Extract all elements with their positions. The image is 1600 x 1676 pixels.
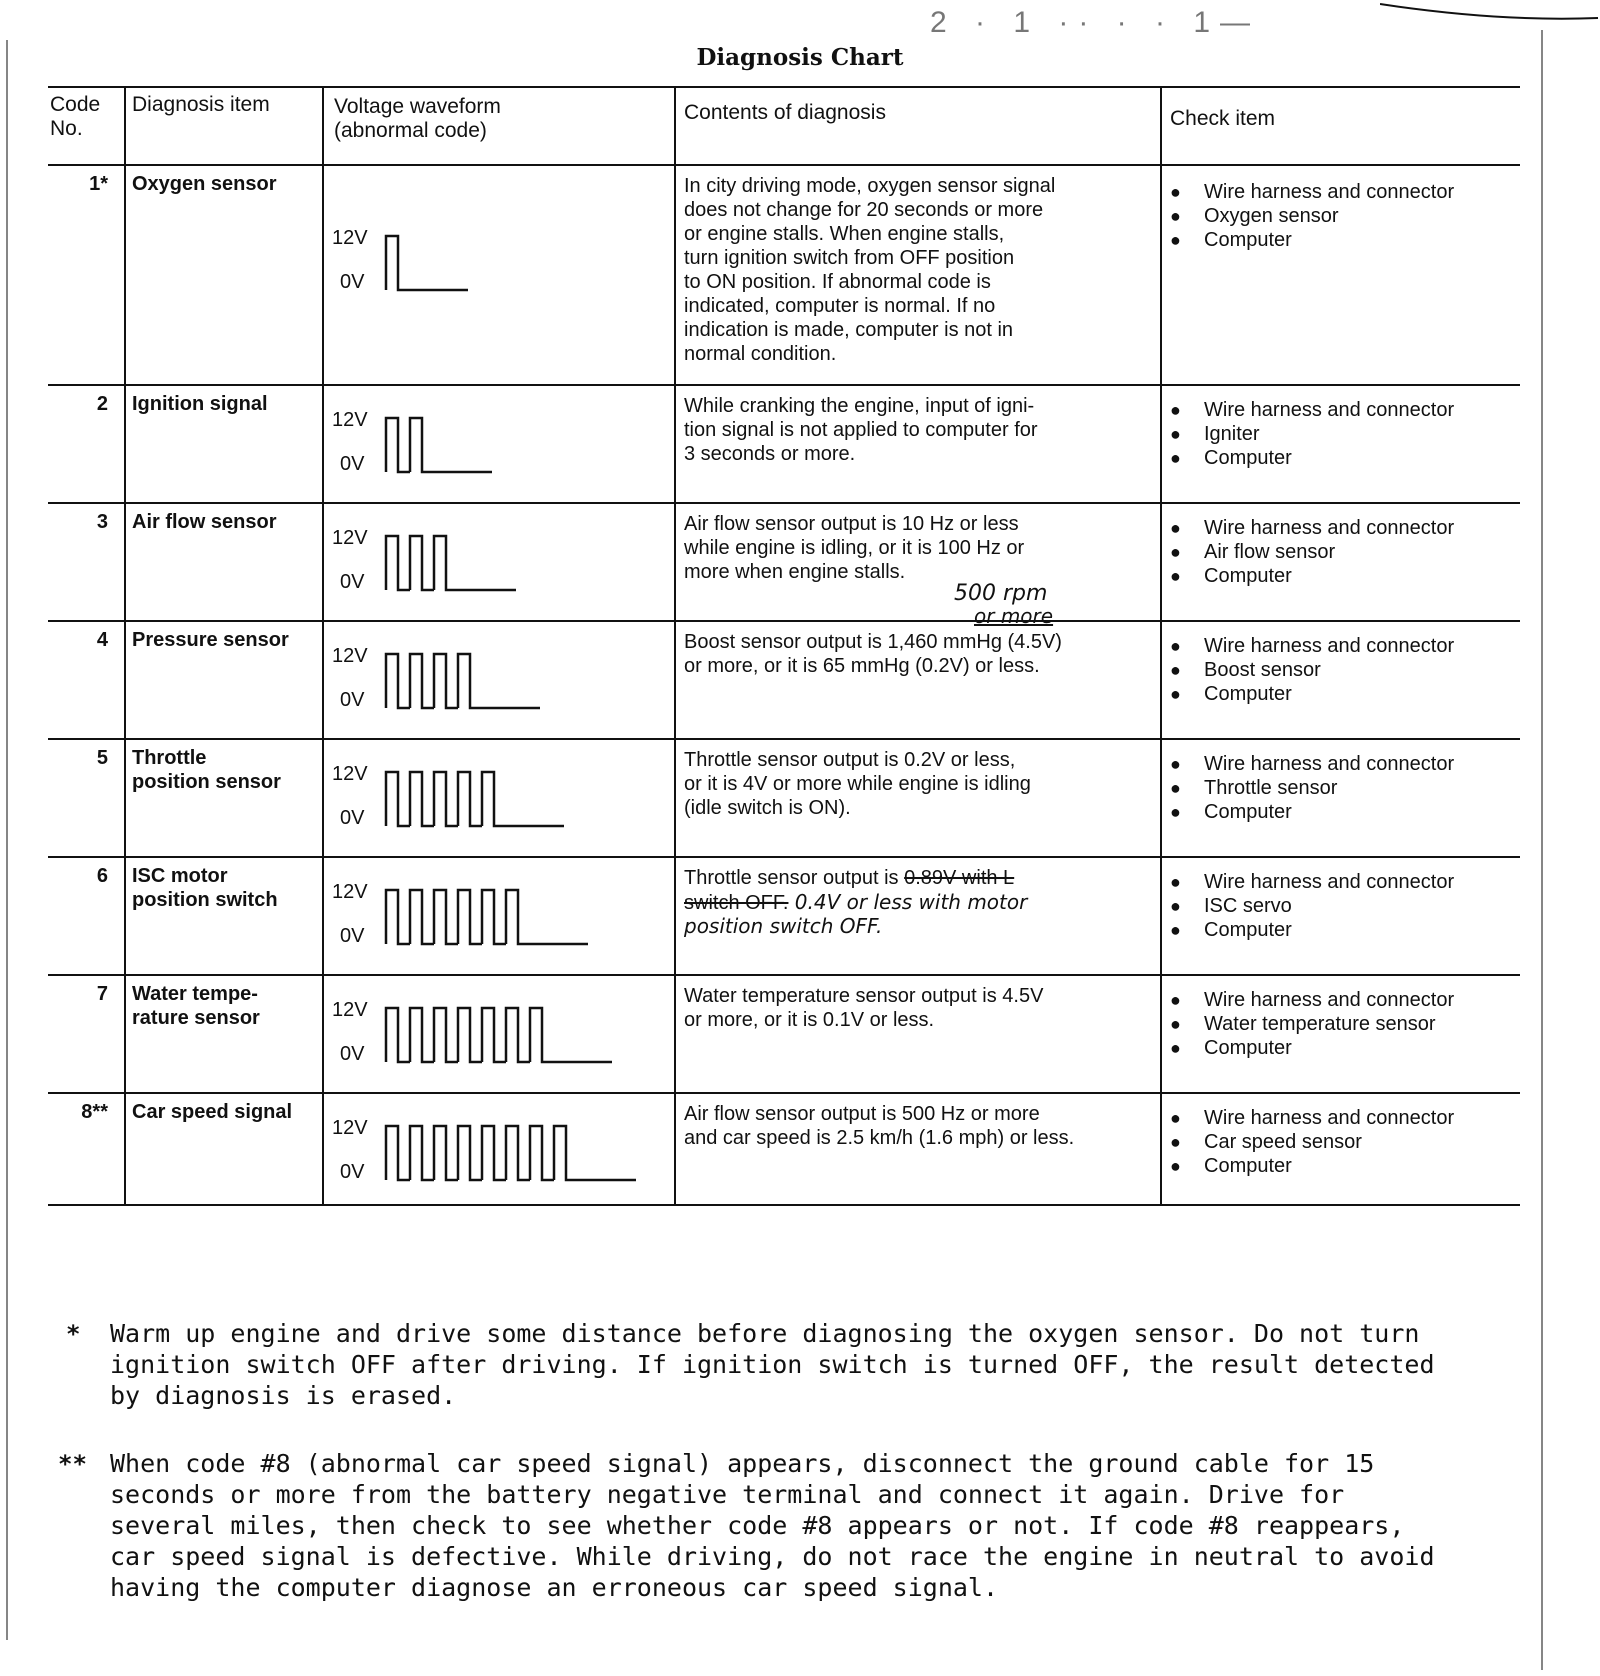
- bullet-icon: ●: [1170, 542, 1181, 562]
- bullet-icon: ●: [1170, 920, 1181, 940]
- bullet-icon: ●: [1170, 518, 1181, 538]
- waveform-trace: [386, 1008, 612, 1062]
- code-number: 2: [96, 393, 108, 415]
- code-number: 7: [96, 983, 108, 1005]
- waveform-trace: [386, 654, 540, 708]
- waveform-trace: [386, 418, 492, 472]
- table-rule: [48, 384, 1520, 386]
- footnote-mark: *: [66, 1320, 81, 1348]
- diagnosis-content-line: In city driving mode, oxygen sensor signal: [684, 175, 1056, 197]
- diagnosis-item: ISC motor: [132, 865, 228, 887]
- bullet-icon: ●: [1170, 872, 1181, 892]
- check-item: [1170, 516, 1510, 540]
- diagnosis-content-line: or engine stalls. When engine stalls,: [684, 223, 1005, 245]
- check-item: [1170, 658, 1510, 682]
- check-item: [1170, 228, 1510, 252]
- check-item: [1170, 1106, 1510, 1130]
- page-edge-right: [1541, 30, 1543, 1670]
- diagnosis-content-line: and car speed is 2.5 km/h (1.6 mph) or less.: [684, 1127, 1075, 1149]
- check-item: [1170, 564, 1510, 588]
- table-rule: [48, 502, 1520, 504]
- check-item: [1170, 800, 1510, 824]
- diagnosis-item: Car speed signal: [132, 1101, 293, 1123]
- check-item-text: Wire harness and connector: [1204, 399, 1455, 421]
- diagnosis-item: Oxygen sensor: [132, 173, 277, 195]
- diagnosis-content-line: Air flow sensor output is 500 Hz or more: [684, 1103, 1040, 1125]
- diagnosis-content-line: or more, or it is 65 mmHg (0.2V) or less.: [684, 655, 1040, 677]
- header-voltage-waveform: Voltage waveform: [334, 95, 501, 118]
- code-number: 1*: [89, 173, 108, 195]
- diagnosis-item: position switch: [132, 889, 278, 911]
- check-item: [1170, 446, 1510, 470]
- bullet-icon: ●: [1170, 754, 1181, 774]
- column-divider: [1160, 86, 1162, 1204]
- header-code-no: Code: [50, 93, 101, 116]
- check-item: [1170, 918, 1510, 942]
- header-code-no: No.: [50, 117, 83, 140]
- column-divider: [674, 86, 676, 1204]
- diagnosis-item: position sensor: [132, 771, 281, 793]
- footnote-text: Warm up engine and drive some distance before diagnosing the oxygen sensor. Do not turn ignition switch OFF after driving. If ignition switch is turned OFF, the result detected by diagnosis is erased.: [110, 1319, 1435, 1410]
- label-12v: 12V: [332, 881, 368, 903]
- bullet-icon: ●: [1170, 1014, 1181, 1034]
- bullet-icon: ●: [1170, 230, 1181, 250]
- waveform-trace: [386, 890, 588, 944]
- diagnosis-content-line: [684, 866, 1154, 890]
- check-item: [1170, 180, 1510, 204]
- label-0v: 0V: [340, 1043, 365, 1065]
- bullet-icon: ●: [1170, 636, 1181, 656]
- bullet-icon: ●: [1170, 182, 1181, 202]
- check-item: [1170, 682, 1510, 706]
- bullet-icon: ●: [1170, 990, 1181, 1010]
- column-divider: [322, 86, 324, 1204]
- diagnosis-item: Air flow sensor: [132, 511, 277, 533]
- waveform-trace: [386, 1126, 636, 1180]
- check-item: [1170, 540, 1510, 564]
- diagnosis-content-line: does not change for 20 seconds or more: [684, 199, 1044, 221]
- page-edge-left: [6, 40, 8, 1640]
- diagnosis-item: Pressure sensor: [132, 629, 289, 651]
- handwritten-note: 500 rpm: [954, 581, 1048, 606]
- label-12v: 12V: [332, 227, 368, 249]
- diagnosis-content-line: indication is made, computer is not in: [684, 319, 1014, 341]
- diagnosis-content-line: 3 seconds or more.: [684, 443, 856, 465]
- code-number: 4: [96, 629, 108, 651]
- waveform-graphic: [382, 530, 524, 600]
- check-item-text: Throttle sensor: [1204, 777, 1338, 799]
- table-rule: [48, 86, 1520, 88]
- waveform-graphic: [382, 1002, 620, 1072]
- diagnosis-content-line: tion signal is not applied to computer for: [684, 419, 1038, 441]
- table-rule: [48, 856, 1520, 858]
- check-item: [1170, 422, 1510, 446]
- check-item-text: Computer: [1204, 683, 1292, 705]
- check-item-text: Computer: [1204, 919, 1292, 941]
- bullet-icon: ●: [1170, 448, 1181, 468]
- diagnosis-item: Throttle: [132, 747, 207, 769]
- bullet-icon: ●: [1170, 206, 1181, 226]
- check-item-text: Computer: [1204, 1155, 1292, 1177]
- code-number: 8**: [81, 1101, 108, 1123]
- code-number: 5: [96, 747, 108, 769]
- handwritten-note: or more: [974, 604, 1054, 628]
- check-item-text: Igniter: [1204, 423, 1260, 445]
- diagnosis-content-line: (idle switch is ON).: [684, 797, 851, 819]
- check-item: [1170, 988, 1510, 1012]
- bullet-icon: ●: [1170, 566, 1181, 586]
- bullet-icon: ●: [1170, 1132, 1181, 1152]
- label-12v: 12V: [332, 645, 368, 667]
- check-item-text: Boost sensor: [1204, 659, 1321, 681]
- check-item: [1170, 634, 1510, 658]
- check-item: [1170, 1036, 1510, 1060]
- check-item-text: Wire harness and connector: [1204, 181, 1455, 203]
- check-item: [1170, 870, 1510, 894]
- diagnosis-item: Water tempe-: [132, 983, 258, 1005]
- waveform-graphic: [382, 884, 596, 954]
- header-voltage-waveform: (abnormal code): [334, 119, 487, 142]
- label-12v: 12V: [332, 1117, 368, 1139]
- label-0v: 0V: [340, 271, 365, 293]
- check-item: [1170, 1154, 1510, 1178]
- check-item-text: Computer: [1204, 447, 1292, 469]
- diagnosis-chart: [48, 86, 1520, 1258]
- footnote-text: When code #8 (abnormal car speed signal) appears, disconnect the ground cable for 15 seconds or more from the battery negative terminal and connect it again. Drive for several miles, then check to see whether code #8 appears or not. If code #8 reappears, car speed signal is defective. While driving, do not race the engine in neutral to avoid having the computer diagnose an erroneous car speed signal.: [110, 1449, 1435, 1602]
- diagnosis-item: rature sensor: [132, 1007, 260, 1029]
- waveform-graphic: [382, 766, 572, 836]
- table-rule: [48, 1092, 1520, 1094]
- diagnosis-content-line: Throttle sensor output is 0.2V or less,: [684, 749, 1016, 771]
- diagnosis-content-line: Boost sensor output is 1,460 mmHg (4.5V): [684, 631, 1062, 653]
- check-item-text: Water temperature sensor: [1204, 1013, 1436, 1035]
- check-item-text: Computer: [1204, 565, 1292, 587]
- check-item-text: Computer: [1204, 229, 1292, 251]
- bullet-icon: ●: [1170, 424, 1181, 444]
- diagnosis-content-line: [684, 890, 1154, 915]
- check-item-text: Computer: [1204, 1037, 1292, 1059]
- content-text: Throttle sensor output is: [684, 867, 905, 889]
- header-diagnosis-item: Diagnosis item: [132, 93, 270, 116]
- check-item: [1170, 1130, 1510, 1154]
- waveform-graphic: [382, 230, 476, 300]
- waveform-graphic: [382, 412, 500, 482]
- diagnosis-content-line: or more, or it is 0.1V or less.: [684, 1009, 935, 1031]
- bullet-icon: ●: [1170, 802, 1181, 822]
- label-0v: 0V: [340, 453, 365, 475]
- check-item-text: Wire harness and connector: [1204, 871, 1455, 893]
- check-item-text: Computer: [1204, 801, 1292, 823]
- header-contents: Contents of diagnosis: [684, 101, 886, 124]
- check-item: [1170, 894, 1510, 918]
- label-12v: 12V: [332, 999, 368, 1021]
- check-item-text: ISC servo: [1204, 895, 1292, 917]
- table-rule: [48, 974, 1520, 976]
- waveform-trace: [386, 236, 468, 290]
- diagnosis-content-line: more when engine stalls.: [684, 561, 906, 583]
- header-check-item: Check item: [1170, 107, 1276, 130]
- waveform-graphic: [382, 1120, 644, 1190]
- bullet-icon: ●: [1170, 778, 1181, 798]
- label-12v: 12V: [332, 527, 368, 549]
- column-divider: [124, 86, 126, 1204]
- handwritten-correction: position switch OFF.: [684, 914, 883, 938]
- bullet-icon: ●: [1170, 1156, 1181, 1176]
- label-12v: 12V: [332, 409, 368, 431]
- waveform-trace: [386, 772, 564, 826]
- check-item: [1170, 204, 1510, 228]
- label-0v: 0V: [340, 1161, 365, 1183]
- check-item-text: Oxygen sensor: [1204, 205, 1339, 227]
- check-item-text: Wire harness and connector: [1204, 517, 1455, 539]
- check-item-text: Wire harness and connector: [1204, 1107, 1455, 1129]
- diagnosis-content-line: or it is 4V or more while engine is idling: [684, 773, 1031, 795]
- label-0v: 0V: [340, 807, 365, 829]
- bullet-icon: ●: [1170, 660, 1181, 680]
- code-number: 3: [96, 511, 108, 533]
- diagnosis-content-line: while engine is idling, or it is 100 Hz or: [684, 537, 1025, 559]
- page-title: Diagnosis Chart: [696, 44, 904, 71]
- check-item-text: Wire harness and connector: [1204, 635, 1455, 657]
- diagnosis-content-line: turn ignition switch from OFF position: [684, 247, 1015, 269]
- check-item: [1170, 398, 1510, 422]
- diagnosis-content-line: Water temperature sensor output is 4.5V: [684, 985, 1044, 1007]
- diagnosis-content-line: to ON position. If abnormal code is: [684, 271, 991, 293]
- struck-text: switch OFF.: [684, 892, 789, 914]
- check-item-text: Air flow sensor: [1204, 541, 1336, 563]
- bullet-icon: ●: [1170, 896, 1181, 916]
- bullet-icon: ●: [1170, 1038, 1181, 1058]
- check-item: [1170, 1012, 1510, 1036]
- label-0v: 0V: [340, 571, 365, 593]
- waveform-graphic: [382, 648, 548, 718]
- diagnosis-item: Ignition signal: [132, 393, 268, 415]
- table-rule: [48, 164, 1520, 166]
- diagnosis-content-line: normal condition.: [684, 343, 837, 365]
- diagnosis-content-line: indicated, computer is normal. If no: [684, 295, 996, 317]
- label-0v: 0V: [340, 925, 365, 947]
- diagnosis-content-line: Air flow sensor output is 10 Hz or less: [684, 513, 1019, 535]
- top-curve-decoration: [1380, 0, 1600, 40]
- footnote-mark: **: [58, 1450, 87, 1478]
- label-0v: 0V: [340, 689, 365, 711]
- check-item: [1170, 776, 1510, 800]
- header-scribble: 2 · 1 ·· · · 1—: [930, 6, 1261, 39]
- code-number: 6: [96, 865, 108, 887]
- label-12v: 12V: [332, 763, 368, 785]
- bullet-icon: ●: [1170, 400, 1181, 420]
- bullet-icon: ●: [1170, 684, 1181, 704]
- check-item-text: Car speed sensor: [1204, 1131, 1362, 1153]
- struck-text: 0.89V with L: [904, 867, 1015, 889]
- check-item: [1170, 752, 1510, 776]
- check-item-text: Wire harness and connector: [1204, 753, 1455, 775]
- waveform-trace: [386, 536, 516, 590]
- table-rule: [48, 1204, 1520, 1206]
- diagnosis-content-line: While cranking the engine, input of igni-: [684, 395, 1035, 417]
- table-rule: [48, 738, 1520, 740]
- check-item-text: Wire harness and connector: [1204, 989, 1455, 1011]
- handwritten-correction: 0.4V or less with motor: [788, 890, 1028, 914]
- bullet-icon: ●: [1170, 1108, 1181, 1128]
- table-rule: [48, 620, 1520, 622]
